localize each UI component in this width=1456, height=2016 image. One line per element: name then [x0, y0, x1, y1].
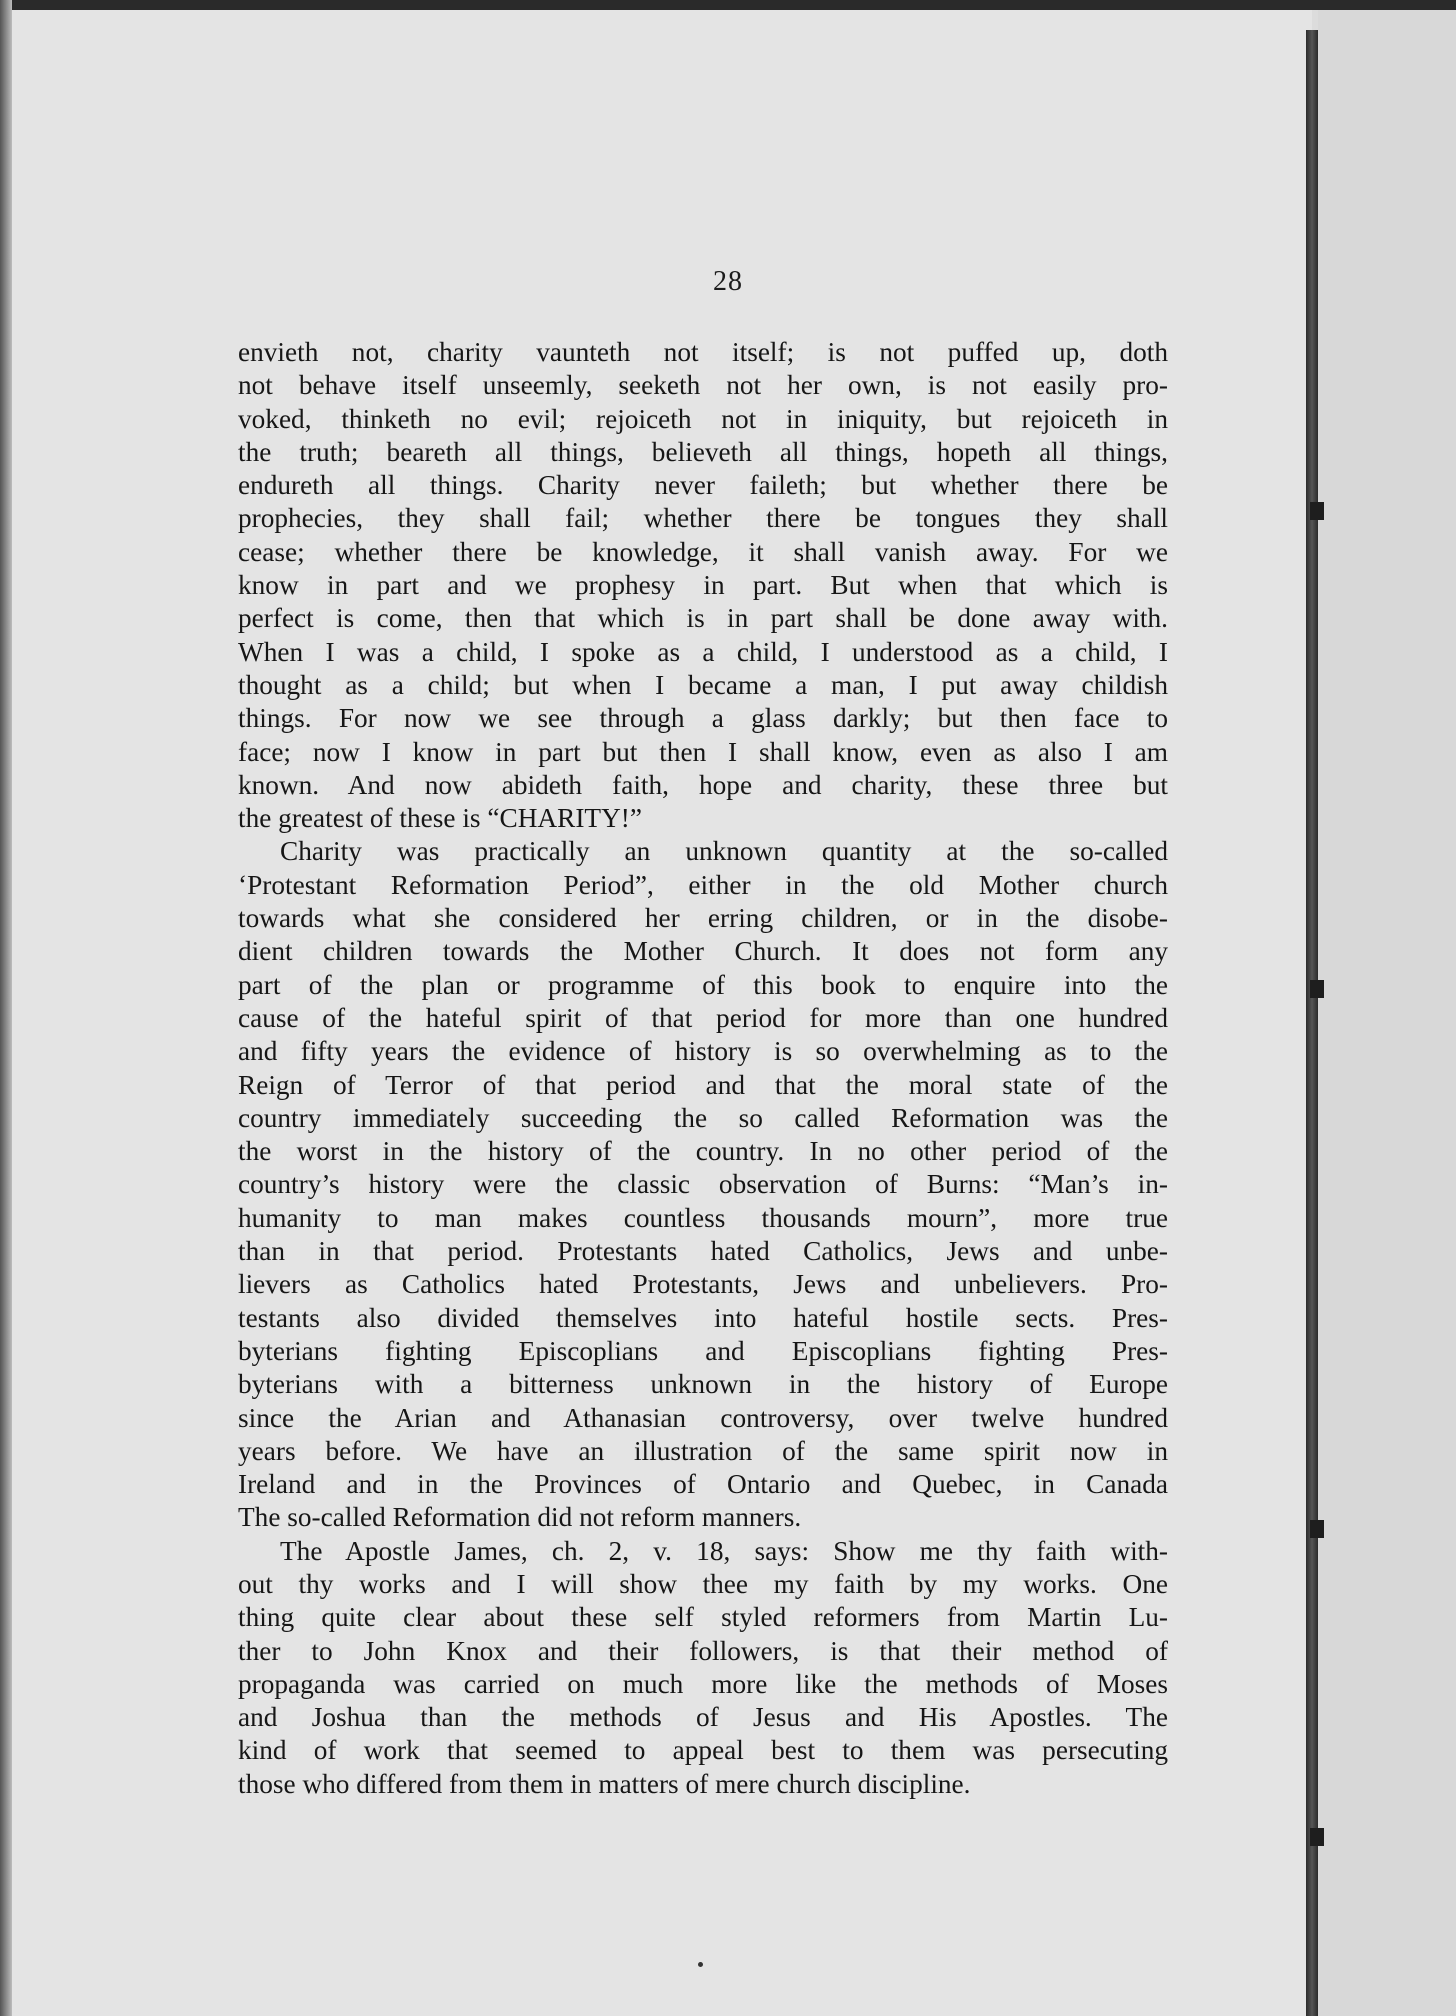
- text-line: propaganda was carried on much more like the methods of Moses: [238, 1668, 1168, 1699]
- text-line: country immediately succeeding the so called Reformation was the: [238, 1102, 1168, 1133]
- text-line: thing quite clear about these self styled reformers from Martin Lu-: [238, 1602, 1168, 1633]
- text-line: the truth; beareth all things, believeth all things, hopeth all things,: [238, 436, 1168, 467]
- text-line: cease; whether there be knowledge, it shall vanish away. For we: [238, 536, 1168, 567]
- text-line: lievers as Catholics hated Protestants, Jews and unbelievers. Pro-: [238, 1269, 1168, 1300]
- text-line: dient children towards the Mother Church. It does not form any: [238, 936, 1168, 967]
- text-line: the worst in the history of the country. In no other period of the: [238, 1136, 1168, 1167]
- text-line: and fifty years the evidence of history is so overwhelming as to the: [238, 1036, 1168, 1067]
- text-line: voked, thinketh no evil; rejoiceth not in iniquity, but rejoiceth in: [238, 403, 1168, 434]
- text-line: When I was a child, I spoke as a child, I understood as a child, I: [238, 636, 1168, 667]
- paragraph-start-line: The Apostle James, ch. 2, v. 18, says: Show me thy faith with-: [280, 1535, 1168, 1566]
- gutter-mark: [1310, 1520, 1324, 1538]
- text-line: part of the plan or programme of this book to enquire into the: [238, 969, 1168, 1000]
- text-line: things. For now we see through a glass darkly; but then face to: [238, 703, 1168, 734]
- text-line: ther to John Knox and their followers, is that their method of: [238, 1635, 1168, 1666]
- text-line: Reign of Terror of that period and that the moral state of the: [238, 1069, 1168, 1100]
- text-line: byterians with a bitterness unknown in the history of Europe: [238, 1369, 1168, 1400]
- text-line: country’s history were the classic observation of Burns: “Man’s in-: [238, 1169, 1168, 1200]
- paragraph-start-line: Charity was practically an unknown quantity at the so-called: [280, 836, 1168, 867]
- text-line: thought as a child; but when I became a man, I put away childish: [238, 669, 1168, 700]
- scan-left-edge: [0, 0, 12, 2016]
- text-line: byterians fighting Episcoplians and Episcoplians fighting Pres-: [238, 1335, 1168, 1366]
- text-line: than in that period. Protestants hated Catholics, Jews and unbe-: [238, 1236, 1168, 1267]
- text-line: prophecies, they shall fail; whether there be tongues they shall: [238, 503, 1168, 534]
- page-number: 28: [713, 266, 743, 297]
- text-line: those who differed from them in matters of mere church discipline.: [238, 1768, 971, 1799]
- text-line: the greatest of these is “CHARITY!”: [238, 803, 643, 834]
- text-line: out thy works and I will show thee my faith by my works. One: [238, 1568, 1168, 1599]
- text-line: years before. We have an illustration of the same spirit now in: [238, 1435, 1168, 1466]
- gutter-mark: [1310, 502, 1324, 520]
- facing-page-edge: [1318, 10, 1456, 2016]
- text-line: perfect is come, then that which is in part shall be done away with.: [238, 603, 1168, 634]
- text-line: cause of the hateful spirit of that period for more than one hundred: [238, 1002, 1168, 1033]
- text-line: known. And now abideth faith, hope and charity, these three but: [238, 769, 1168, 800]
- text-line: Ireland and in the Provinces of Ontario and Quebec, in Canada: [238, 1469, 1168, 1500]
- text-line: ‘Protestant Reformation Period”, either in the old Mother church: [238, 869, 1168, 900]
- text-line: know in part and we prophesy in part. But when that which is: [238, 570, 1168, 601]
- text-line: kind of work that seemed to appeal best to them was persecuting: [238, 1735, 1168, 1766]
- gutter-mark: [1310, 980, 1324, 998]
- gutter-mark: [1310, 1828, 1324, 1846]
- text-line: testants also divided themselves into hateful hostile sects. Pres-: [238, 1302, 1168, 1333]
- print-speck: [698, 1962, 703, 1967]
- text-line: since the Arian and Athanasian controversy, over twelve hundred: [238, 1402, 1168, 1433]
- body-text: [238, 336, 1168, 1801]
- text-line: not behave itself unseemly, seeketh not her own, is not easily pro-: [238, 370, 1168, 401]
- text-line: towards what she considered her erring children, or in the disobe-: [238, 903, 1168, 934]
- text-line: humanity to man makes countless thousands mourn”, more true: [238, 1202, 1168, 1233]
- text-line: The so-called Reformation did not reform manners.: [238, 1502, 802, 1533]
- text-line: and Joshua than the methods of Jesus and His Apostles. The: [238, 1702, 1168, 1733]
- text-line: envieth not, charity vaunteth not itself; is not puffed up, doth: [238, 337, 1168, 367]
- text-line: face; now I know in part but then I shall know, even as also I am: [238, 736, 1168, 767]
- text-line: endureth all things. Charity never faileth; but whether there be: [238, 470, 1168, 501]
- book-gutter: [1306, 30, 1318, 2016]
- scan-top-edge: [0, 0, 1456, 10]
